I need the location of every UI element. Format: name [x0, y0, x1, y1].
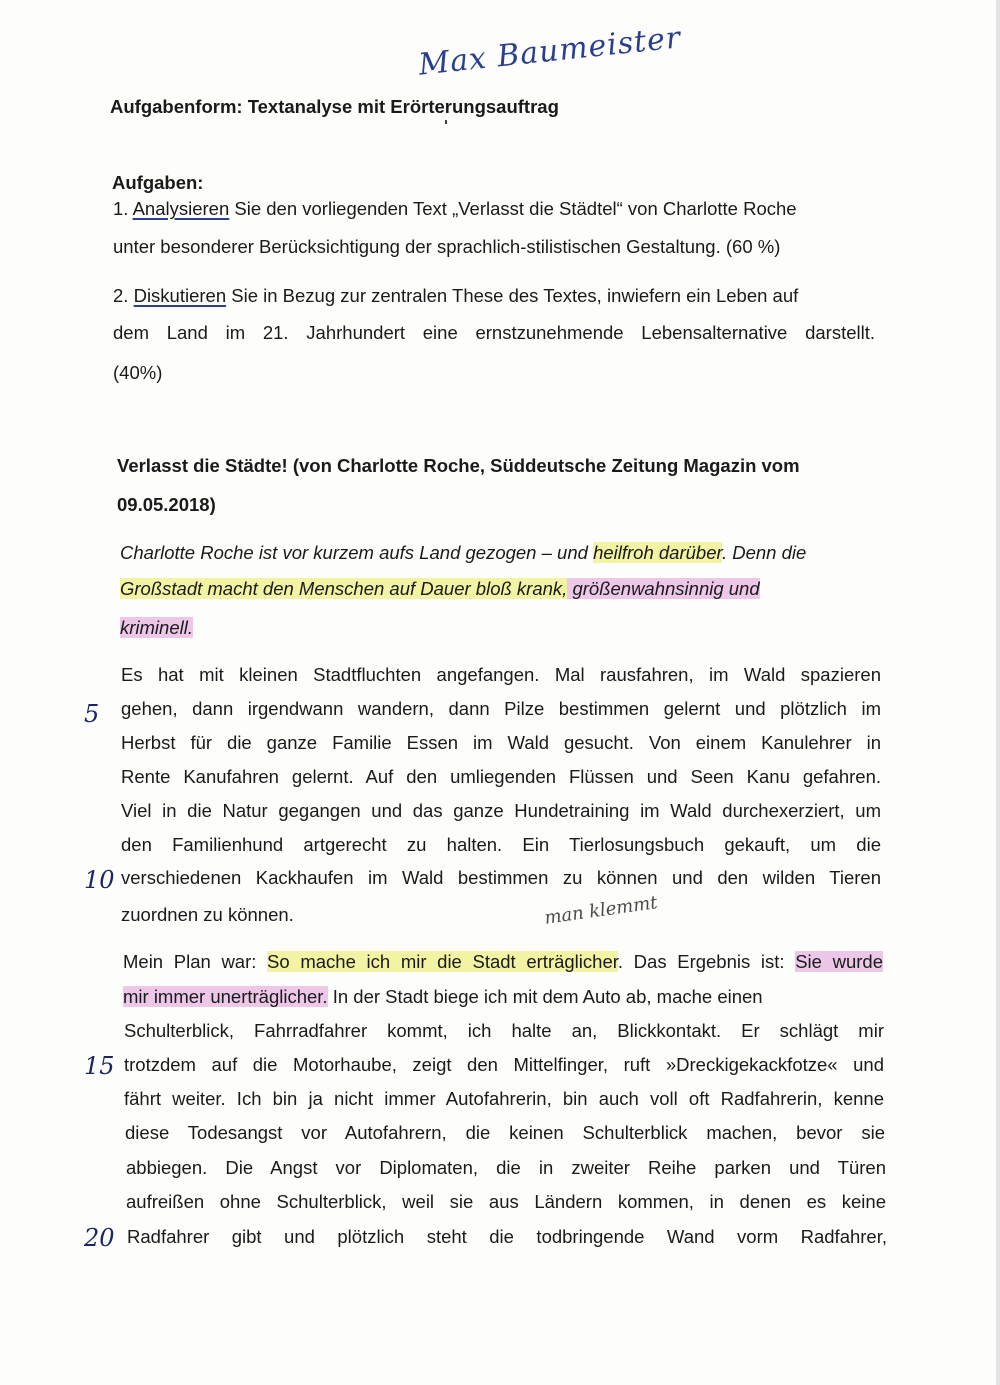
- article-title-line-1: Verlasst die Städte! (von Charlotte Roche, Süddeutsche Zeitung Magazin vom: [117, 455, 800, 476]
- highlight-pink: Sie wurde: [795, 951, 883, 972]
- line-number-5: 5: [84, 700, 100, 728]
- highlight-pink: mir immer unerträglicher.: [123, 986, 328, 1007]
- paragraph-1-line: Viel in die Natur gegangen und das ganze Hundetraining im Wald durchexerziert, um: [121, 800, 881, 821]
- handwritten-note: man klemmt: [543, 892, 659, 929]
- article-title-line-2: 09.05.2018): [117, 494, 216, 515]
- task-1-verb: Analysieren: [132, 198, 230, 219]
- lead-line-2: [120, 578, 880, 600]
- highlight-yellow: So mache ich mir die Stadt erträglicher: [267, 951, 618, 972]
- paragraph-1-line: den Familienhund artgerecht zu halten. Ein Tierlosungsbuch gekauft, um die: [121, 834, 881, 855]
- task-2-number: 2.: [113, 285, 129, 306]
- page-edge: [996, 0, 1000, 1385]
- line-number-15: 15: [84, 1052, 115, 1080]
- paragraph-2-line: diese Todesangst vor Autofahrern, die keinen Schulterblick machen, bevor sie: [125, 1122, 885, 1143]
- lead-line-3: [120, 617, 890, 639]
- highlight-pink: größenwahnsinnig und: [567, 578, 760, 599]
- ink-speck: [445, 120, 447, 124]
- paragraph-1-line: zuordnen zu können.: [121, 904, 294, 925]
- task-2-line-2: dem Land im 21. Jahrhundert eine ernstzunehmende Lebensalternative darstellt.: [113, 322, 875, 343]
- task-2-line-3: (40%): [113, 362, 163, 383]
- paragraph-2-line: [123, 951, 883, 973]
- task-1-number: 1.: [113, 198, 129, 219]
- lead-line-1: [120, 542, 880, 564]
- line-number-20: 20: [84, 1224, 115, 1252]
- paragraph-1-line: Rente Kanufahren gelernt. Auf den umliegenden Flüssen und Seen Kanu gefahren.: [121, 766, 881, 787]
- highlight-pink: kriminell.: [120, 617, 193, 638]
- paragraph-2-line: trotzdem auf die Motorhaube, zeigt den Mittelfinger, ruft »Dreckigekackfotze« und: [124, 1054, 884, 1075]
- task-2-verb: Diskutieren: [133, 285, 227, 306]
- task-form-heading: Aufgabenform: Textanalyse mit Erörterungsauftrag: [110, 96, 559, 117]
- paragraph-1-line: Herbst für die ganze Familie Essen im Wald gesucht. Von einem Kanulehrer in: [121, 732, 881, 753]
- task-2-line-1: [113, 285, 883, 307]
- paragraph-1-line: verschiedenen Kackhaufen im Wald bestimmen zu können und den wilden Tieren: [121, 867, 881, 888]
- highlight-yellow: Großstadt macht den Menschen auf Dauer bloß krank,: [120, 578, 568, 599]
- paragraph-2-line: [123, 986, 893, 1008]
- handwritten-signature: Max Baumeister: [416, 20, 683, 83]
- paragraph-1-line: gehen, dann irgendwann wandern, dann Pilze bestimmen gelernt und plötzlich im: [121, 698, 881, 719]
- paragraph-2-line: abbiegen. Die Angst vor Diplomaten, die in zweiter Reihe parken und Türen: [126, 1157, 886, 1178]
- paragraph-2-text: In der Stadt biege ich mit dem Auto ab, mache einen: [327, 986, 763, 1007]
- tasks-label: Aufgaben:: [112, 172, 204, 193]
- line-number-10: 10: [84, 866, 115, 894]
- paragraph-1-line: Es hat mit kleinen Stadtfluchten angefangen. Mal rausfahren, im Wald spazieren: [121, 664, 881, 685]
- paragraph-2-line: aufreißen ohne Schulterblick, weil sie aus Ländern kommen, in denen es keine: [126, 1191, 886, 1212]
- task-1-line-2: unter besonderer Berücksichtigung der sprachlich-stilistischen Gestaltung. (60 %): [113, 236, 781, 257]
- paragraph-2-text: . Das Ergebnis ist:: [617, 951, 796, 972]
- paragraph-2-text: Mein Plan war:: [123, 951, 268, 972]
- paragraph-2-line: Schulterblick, Fahrradfahrer kommt, ich halte an, Blickkontakt. Er schlägt mir: [124, 1020, 884, 1041]
- task-2-text: Sie in Bezug zur zentralen These des Textes, inwiefern ein Leben auf: [226, 285, 799, 306]
- lead-text: . Denn die: [721, 542, 807, 563]
- highlight-yellow: heilfroh darüber: [593, 542, 722, 563]
- task-1-text: Sie den vorliegenden Text „Verlasst die Städtel“ von Charlotte Roche: [229, 198, 797, 219]
- paragraph-2-line: Radfahrer gibt und plötzlich steht die todbringende Wand vorm Radfahrer,: [127, 1226, 887, 1247]
- paragraph-2-line: fährt weiter. Ich bin ja nicht immer Autofahrerin, bin auch voll oft Radfahrerin, kenne: [124, 1088, 884, 1109]
- lead-text: Charlotte Roche ist vor kurzem aufs Land gezogen – und: [120, 542, 594, 563]
- task-1-line-1: [113, 198, 883, 220]
